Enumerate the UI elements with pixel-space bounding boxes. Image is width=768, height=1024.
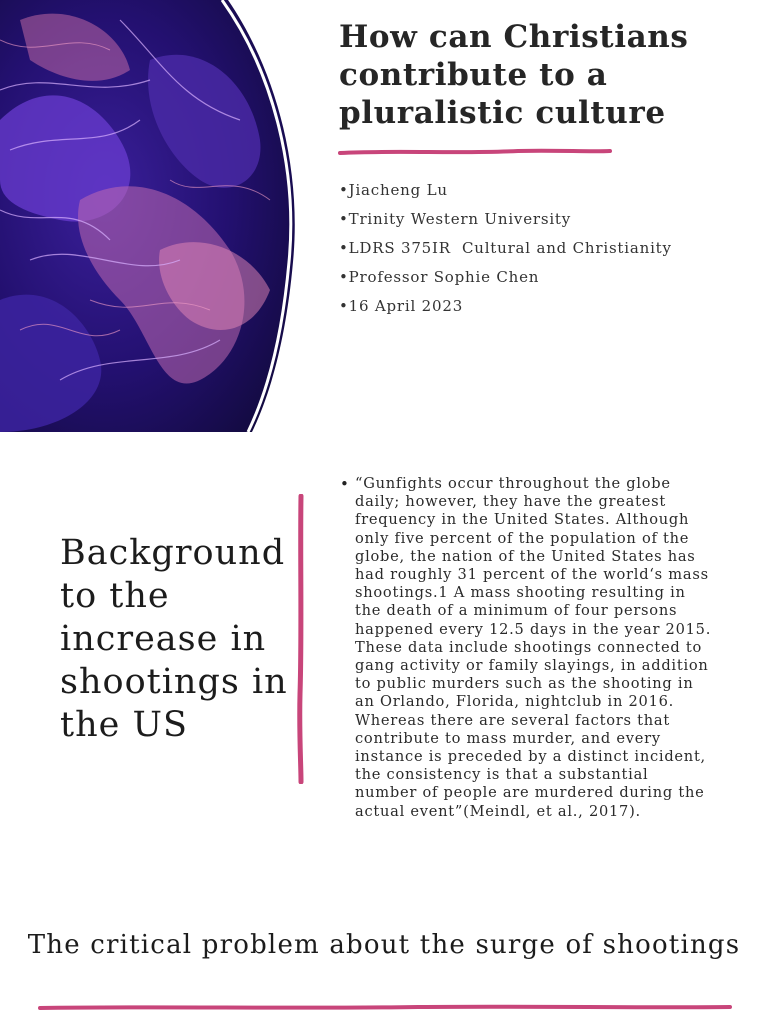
professor-name: •Professor Sophie Chen	[339, 268, 540, 286]
course-name: •LDRS 375IR ￼ Cultural and Christianity	[339, 239, 672, 257]
author-name: •Jiacheng Lu	[339, 181, 448, 199]
quote-text: “Gunfights occur throughout the globe daily; however, they have the greatest frequency in the United States. Although only five percent of the population of the globe, the nation of the United States has had roughly 31 percent of the world‘s mass shootings.1 A mass shooting resulting in the death of a minimum of four persons happened every 12.5 days in the year 2015. These data include shootings connected to gang activity or family slayings, in addition to public murders such as the shooting in an Orlando, Florida, nightclub in 2016. Whereas there are several factors that contribute to mass murder, and every instance is preceded by a distinct incident, the consistency is that a substantial number of people are murdered during the actual event”(Meindl, et al., 2017).	[355, 475, 712, 820]
presentation-date: •16 April 2023	[339, 297, 464, 315]
vertical-accent-bar	[294, 494, 308, 784]
presentation-title: How can Christians contribute to a pluralistic culture	[339, 19, 689, 131]
title-underline	[338, 145, 612, 159]
quote-bullet	[340, 475, 715, 821]
background-slide	[0, 462, 768, 842]
abstract-marble-artwork	[0, 0, 300, 432]
slide-heading: Background to the increase in shootings in the US	[60, 533, 288, 745]
slide-heading: The critical problem about the surge of shootings	[27, 930, 741, 960]
title-slide	[0, 0, 768, 432]
heading-underline	[38, 1001, 732, 1013]
presentation-details	[339, 176, 672, 321]
university-name: •Trinity Western University	[339, 210, 572, 228]
problem-slide	[0, 900, 768, 1024]
bullet-marker: •	[340, 475, 349, 493]
